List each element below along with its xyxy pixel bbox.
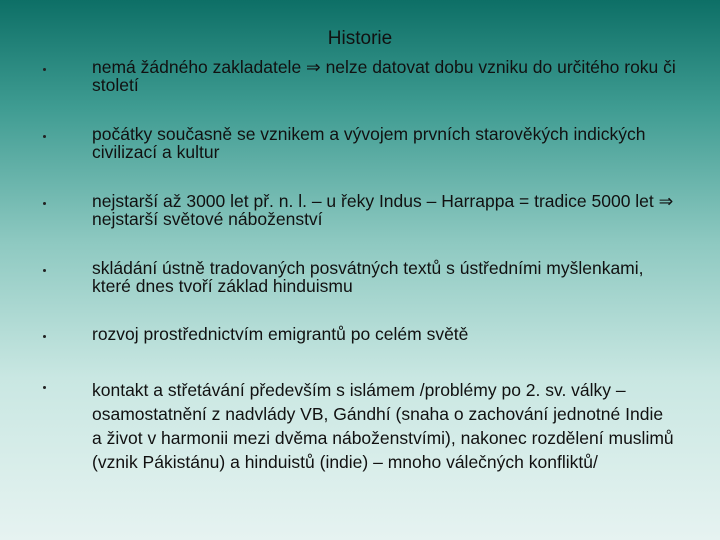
bullet-dot [43,68,46,71]
slide-title: Historie [327,28,393,49]
bullet-dot [43,202,46,205]
bullet-dot [43,135,46,138]
bullet-dot [43,386,46,389]
bullet-dot [43,269,46,272]
bullet-dot [43,335,46,338]
bullet-text: počátky současně se vznikem a vývojem prvních starověkých indických civilizací a kultur [92,124,646,162]
bullet-text: nemá žádného zakladatele ⇒ nelze datovat dobu vzniku do určitého roku či století [92,57,676,95]
bullet-text: skládání ústně tradovaných posvátných textů s ústředními myšlenkami, které dnes tvoří základ hinduismu [92,258,644,296]
bullet-text: kontakt a střetávání především s islámem /problémy po 2. sv. války – osamostatnění z nadvlády VB, Gándhí (snaha o zachování jednotné Indie a život v harmonii mezi dvěma náboženstvími), nakonec rozdělení muslimů (vznik Pákistánu) a hinduistů (indie) – mnoho válečných konfliktů/ [92,380,674,472]
bullet-text: nejstarší až 3000 let př. n. l. – u řeky Indus – Harrappa = tradice 5000 let ⇒ nejstarší světové náboženství [92,191,674,229]
bullet-text: rozvoj prostřednictvím emigrantů po celém světě [92,324,469,344]
